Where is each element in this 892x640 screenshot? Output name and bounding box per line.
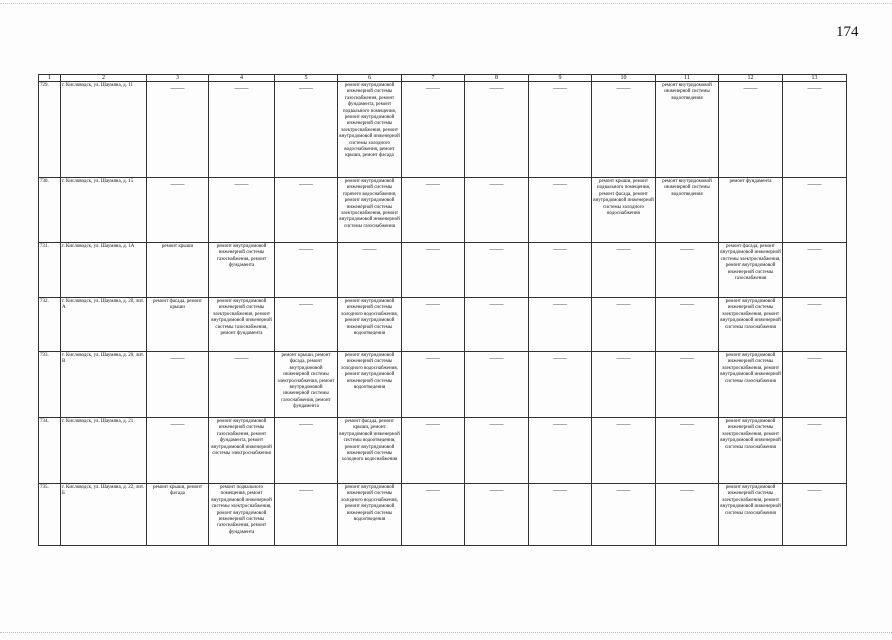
row-number: 734. <box>39 418 61 484</box>
empty-dash-cell <box>529 418 592 484</box>
col-header: 3 <box>147 75 209 82</box>
work-type-cell <box>719 418 783 484</box>
dash-mark: —— <box>680 486 694 494</box>
dash-mark: —— <box>680 420 694 428</box>
dash-mark: —— <box>680 300 694 308</box>
row-number: 730. <box>39 178 61 243</box>
work-type-cell <box>338 178 402 243</box>
address-cell: г. Кисловодск, ул. Шаумяна, д. 21 <box>61 418 147 484</box>
work-type-text: ремонт внутридомовой инженерной системы электроснабжения, ремонт внутридомовой инженерной системы газоснабжения, ремонт фундамента <box>211 299 272 337</box>
table-row <box>39 418 847 484</box>
dash-mark: —— <box>489 486 504 494</box>
work-type-cell <box>338 298 402 352</box>
work-type-cell <box>147 484 209 546</box>
work-type-cell <box>656 82 719 178</box>
dash-mark: —— <box>170 180 185 188</box>
empty-dash-cell <box>529 82 592 178</box>
empty-dash-cell <box>783 243 847 298</box>
dash-mark: —— <box>807 180 822 188</box>
empty-dash-cell <box>465 484 529 546</box>
dash-mark: —— <box>426 300 440 308</box>
work-type-cell <box>147 243 209 298</box>
empty-dash-cell <box>783 298 847 352</box>
empty-dash-cell <box>783 82 847 178</box>
table-row <box>39 82 847 178</box>
work-type-cell <box>592 178 656 243</box>
empty-dash-cell <box>592 82 656 178</box>
work-type-cell <box>275 352 338 418</box>
work-type-cell <box>209 484 275 546</box>
dash-mark: —— <box>299 180 313 188</box>
dash-mark: —— <box>489 420 504 428</box>
dash-mark: —— <box>807 84 822 92</box>
dash-mark: —— <box>616 354 631 362</box>
dash-mark: —— <box>299 300 313 308</box>
dash-mark: —— <box>743 84 758 92</box>
empty-dash-cell <box>402 418 465 484</box>
dash-mark: —— <box>616 300 631 308</box>
work-type-cell <box>338 82 402 178</box>
dash-mark: —— <box>807 245 822 253</box>
col-header: 10 <box>592 75 656 82</box>
empty-dash-cell <box>529 178 592 243</box>
work-type-text: ремонт внутридомовой инженерной системы газоснабжения, ремонт фундамента, ремонт внутридомовой инженерной системы электроснабжения <box>211 419 272 457</box>
dash-mark: —— <box>426 84 440 92</box>
dash-mark: —— <box>807 354 822 362</box>
empty-dash-cell <box>529 352 592 418</box>
empty-dash-cell <box>592 484 656 546</box>
dash-mark: —— <box>553 300 567 308</box>
empty-dash-cell <box>465 418 529 484</box>
dash-mark: —— <box>680 354 694 362</box>
address-cell: г. Кисловодск, ул. Шаумяна, д. 11 <box>61 82 147 178</box>
work-type-text: ремонт подвального помещения, ремонт внутридомовой инженерной системы электроснабжения, ремонт внутридомовой инженерной системы газоснабжения, ремонт фундамента <box>211 485 272 535</box>
table-row <box>39 484 847 546</box>
dash-mark: —— <box>426 486 440 494</box>
empty-dash-cell <box>465 352 529 418</box>
work-type-cell <box>338 484 402 546</box>
empty-dash-cell <box>656 352 719 418</box>
dash-mark: —— <box>170 354 185 362</box>
empty-dash-cell <box>656 298 719 352</box>
page-number: 174 <box>836 24 859 40</box>
empty-dash-cell <box>338 243 402 298</box>
address-cell: г. Кисловодск, ул. Шаумяна, д. 1А <box>61 243 147 298</box>
dash-mark: —— <box>553 245 567 253</box>
work-type-text: ремонт фасада, ремонт внутридомовой инженерной системы электроснабжения, ремонт внутридомовой инженерной системы газоснабжения <box>720 244 781 282</box>
header-row <box>39 75 847 82</box>
dash-mark: —— <box>170 420 185 428</box>
work-type-cell <box>209 298 275 352</box>
address-cell: г. Кисловодск, ул. Шаумяна, д. 20, лит. В <box>61 352 147 418</box>
dash-mark: —— <box>616 84 631 92</box>
col-header: 8 <box>465 75 529 82</box>
work-type-cell <box>338 352 402 418</box>
col-header: 7 <box>402 75 465 82</box>
scan-top-edge <box>0 3 892 5</box>
table-row <box>39 298 847 352</box>
empty-dash-cell <box>209 178 275 243</box>
work-type-cell <box>719 484 783 546</box>
empty-dash-cell <box>465 178 529 243</box>
empty-dash-cell <box>275 243 338 298</box>
col-header: 6 <box>338 75 402 82</box>
col-header: 13 <box>783 75 847 82</box>
row-number: 729. <box>39 82 61 178</box>
dash-mark: —— <box>807 300 822 308</box>
dash-mark: —— <box>553 180 567 188</box>
work-type-cell <box>719 352 783 418</box>
work-type-cell <box>719 298 783 352</box>
empty-dash-cell <box>402 484 465 546</box>
empty-dash-cell <box>529 298 592 352</box>
dash-mark: —— <box>680 245 694 253</box>
empty-dash-cell <box>275 418 338 484</box>
empty-dash-cell <box>147 418 209 484</box>
work-type-cell <box>147 298 209 352</box>
dash-mark: —— <box>489 180 504 188</box>
table-row <box>39 352 847 418</box>
work-type-text: ремонт внутридомовой инженерной системы электроснабжения, ремонт внутридомовой инженерной системы газоснабжения <box>720 419 781 450</box>
empty-dash-cell <box>783 484 847 546</box>
dash-mark: —— <box>299 84 313 92</box>
row-number: 732. <box>39 298 61 352</box>
empty-dash-cell <box>465 243 529 298</box>
table-row <box>39 243 847 298</box>
empty-dash-cell <box>402 352 465 418</box>
empty-dash-cell <box>275 178 338 243</box>
dash-mark: —— <box>616 486 631 494</box>
empty-dash-cell <box>402 298 465 352</box>
work-type-text: ремонт крыши, ремонт подвального помещения, ремонт фасада, ремонт внутридомовой инженерной системы холодного водоснабжения <box>593 179 654 217</box>
dash-mark: —— <box>299 245 313 253</box>
dash-mark: —— <box>299 420 313 428</box>
work-type-text: ремонт фасада, ремонт крыши <box>153 299 202 311</box>
work-type-text: ремонт крыши <box>161 244 194 249</box>
work-type-text: ремонт внутридомовой инженерной системы водоотведения <box>662 83 712 101</box>
dash-mark: —— <box>234 354 249 362</box>
work-type-text: ремонт внутридомовой инженерной системы электроснабжения, ремонт внутридомовой инженерной системы газоснабжения <box>720 485 781 516</box>
work-type-text: ремонт внутридомовой инженерной системы водоотведения <box>662 179 712 197</box>
work-type-text: ремонт фасада, ремонт крыши, ремонт внутридомовой инженерной системы водоотведения, ремонт внутридомовой инженерной системы холодного водоснабжения <box>339 419 400 463</box>
work-type-cell <box>209 418 275 484</box>
empty-dash-cell <box>275 82 338 178</box>
col-header: 5 <box>275 75 338 82</box>
empty-dash-cell <box>275 298 338 352</box>
empty-dash-cell <box>783 178 847 243</box>
dash-mark: —— <box>170 84 185 92</box>
dash-mark: —— <box>489 354 504 362</box>
dash-mark: —— <box>553 486 567 494</box>
dash-mark: —— <box>489 245 504 253</box>
dash-mark: —— <box>234 180 249 188</box>
dash-mark: —— <box>299 486 313 494</box>
work-type-text: ремонт внутридомовой инженерной системы холодного водоснабжения, ремонт внутридомовой инженерной системы водоотведения <box>341 299 398 337</box>
empty-dash-cell <box>719 82 783 178</box>
work-type-cell <box>209 243 275 298</box>
col-header: 11 <box>656 75 719 82</box>
dash-mark: —— <box>553 354 567 362</box>
empty-dash-cell <box>529 243 592 298</box>
dash-mark: —— <box>489 84 504 92</box>
work-type-cell <box>719 178 783 243</box>
row-number: 733. <box>39 352 61 418</box>
address-cell: г. Кисловодск, ул. Шаумяна, д. 22, лит. Б <box>61 484 147 546</box>
dash-mark: —— <box>553 420 567 428</box>
empty-dash-cell <box>656 243 719 298</box>
empty-dash-cell <box>209 352 275 418</box>
col-header: 1 <box>39 75 61 82</box>
empty-dash-cell <box>529 484 592 546</box>
col-header: 12 <box>719 75 783 82</box>
work-type-text: ремонт внутридомовой инженерной системы холодного водоснабжения, ремонт внутридомовой инженерной системы водоотведения <box>341 485 398 523</box>
dash-mark: —— <box>553 84 567 92</box>
empty-dash-cell <box>592 418 656 484</box>
empty-dash-cell <box>592 243 656 298</box>
table-row <box>39 178 847 243</box>
empty-dash-cell <box>783 418 847 484</box>
empty-dash-cell <box>402 243 465 298</box>
work-type-text: ремонт внутридомовой инженерной системы горячего водоснабжения, ремонт внутридомовой инженерной системы электроснабжения, ремонт внутридомовой инженерной системы газоснабжения <box>339 179 400 229</box>
address-cell: г. Кисловодск, ул. Шаумяна, д. 20, лит. А <box>61 298 147 352</box>
dash-mark: —— <box>426 420 440 428</box>
work-type-cell <box>656 178 719 243</box>
empty-dash-cell <box>147 352 209 418</box>
empty-dash-cell <box>275 484 338 546</box>
empty-dash-cell <box>656 418 719 484</box>
row-number: 735. <box>39 484 61 546</box>
work-type-text: ремонт крыши, ремонт фасада, ремонт внутридомовой инженерной системы электроснабжения, ремонт внутридомовой инженерной системы газоснабжения, ремонт фундамента <box>277 353 335 410</box>
work-type-text: ремонт внутридомовой инженерной системы электроснабжения, ремонт внутридомовой инженерной системы газоснабжения <box>720 353 781 384</box>
empty-dash-cell <box>147 178 209 243</box>
work-type-text: ремонт фундамента <box>729 179 772 184</box>
dash-mark: —— <box>426 180 440 188</box>
work-type-text: ремонт внутридомовой инженерной системы газоснабжения, ремонт фундамента <box>216 244 267 269</box>
dash-mark: —— <box>234 84 249 92</box>
col-header: 9 <box>529 75 592 82</box>
work-type-text: ремонт внутридомовой инженерной системы газоснабжения, ремонт фундамента, ремонт подвального помещения, ремонт внутридомовой инженерной системы электроснабжения, ремонт внутридомовой инженерной системы холодного водоснабжения, ремонт крыши, ремонт фасада <box>339 83 400 159</box>
empty-dash-cell <box>592 298 656 352</box>
dash-mark: —— <box>489 300 504 308</box>
col-header: 4 <box>209 75 275 82</box>
work-type-cell <box>719 243 783 298</box>
scan-bottom-edge <box>0 632 892 634</box>
empty-dash-cell <box>209 82 275 178</box>
work-type-text: ремонт внутридомовой инженерной системы холодного водоснабжения, ремонт внутридомовой инженерной системы водоотведения <box>341 353 398 391</box>
empty-dash-cell <box>465 82 529 178</box>
work-type-text: ремонт внутридомовой инженерной системы электроснабжения, ремонт внутридомовой инженерной системы газоснабжения <box>720 299 781 330</box>
repair-schedule-table <box>38 74 847 546</box>
dash-mark: —— <box>616 420 631 428</box>
empty-dash-cell <box>147 82 209 178</box>
dash-mark: —— <box>426 354 440 362</box>
empty-dash-cell <box>656 484 719 546</box>
dash-mark: —— <box>807 420 822 428</box>
dash-mark: —— <box>362 245 377 253</box>
row-number: 731. <box>39 243 61 298</box>
dash-mark: —— <box>616 245 631 253</box>
dash-mark: —— <box>807 486 822 494</box>
empty-dash-cell <box>592 352 656 418</box>
col-header: 2 <box>61 75 147 82</box>
empty-dash-cell <box>402 178 465 243</box>
empty-dash-cell <box>465 298 529 352</box>
empty-dash-cell <box>783 352 847 418</box>
address-cell: г. Кисловодск, ул. Шаумяна, д. 15 <box>61 178 147 243</box>
empty-dash-cell <box>402 82 465 178</box>
dash-mark: —— <box>426 245 440 253</box>
work-type-cell <box>338 418 402 484</box>
work-type-text: ремонт крыши, ремонт фасада <box>152 485 203 497</box>
